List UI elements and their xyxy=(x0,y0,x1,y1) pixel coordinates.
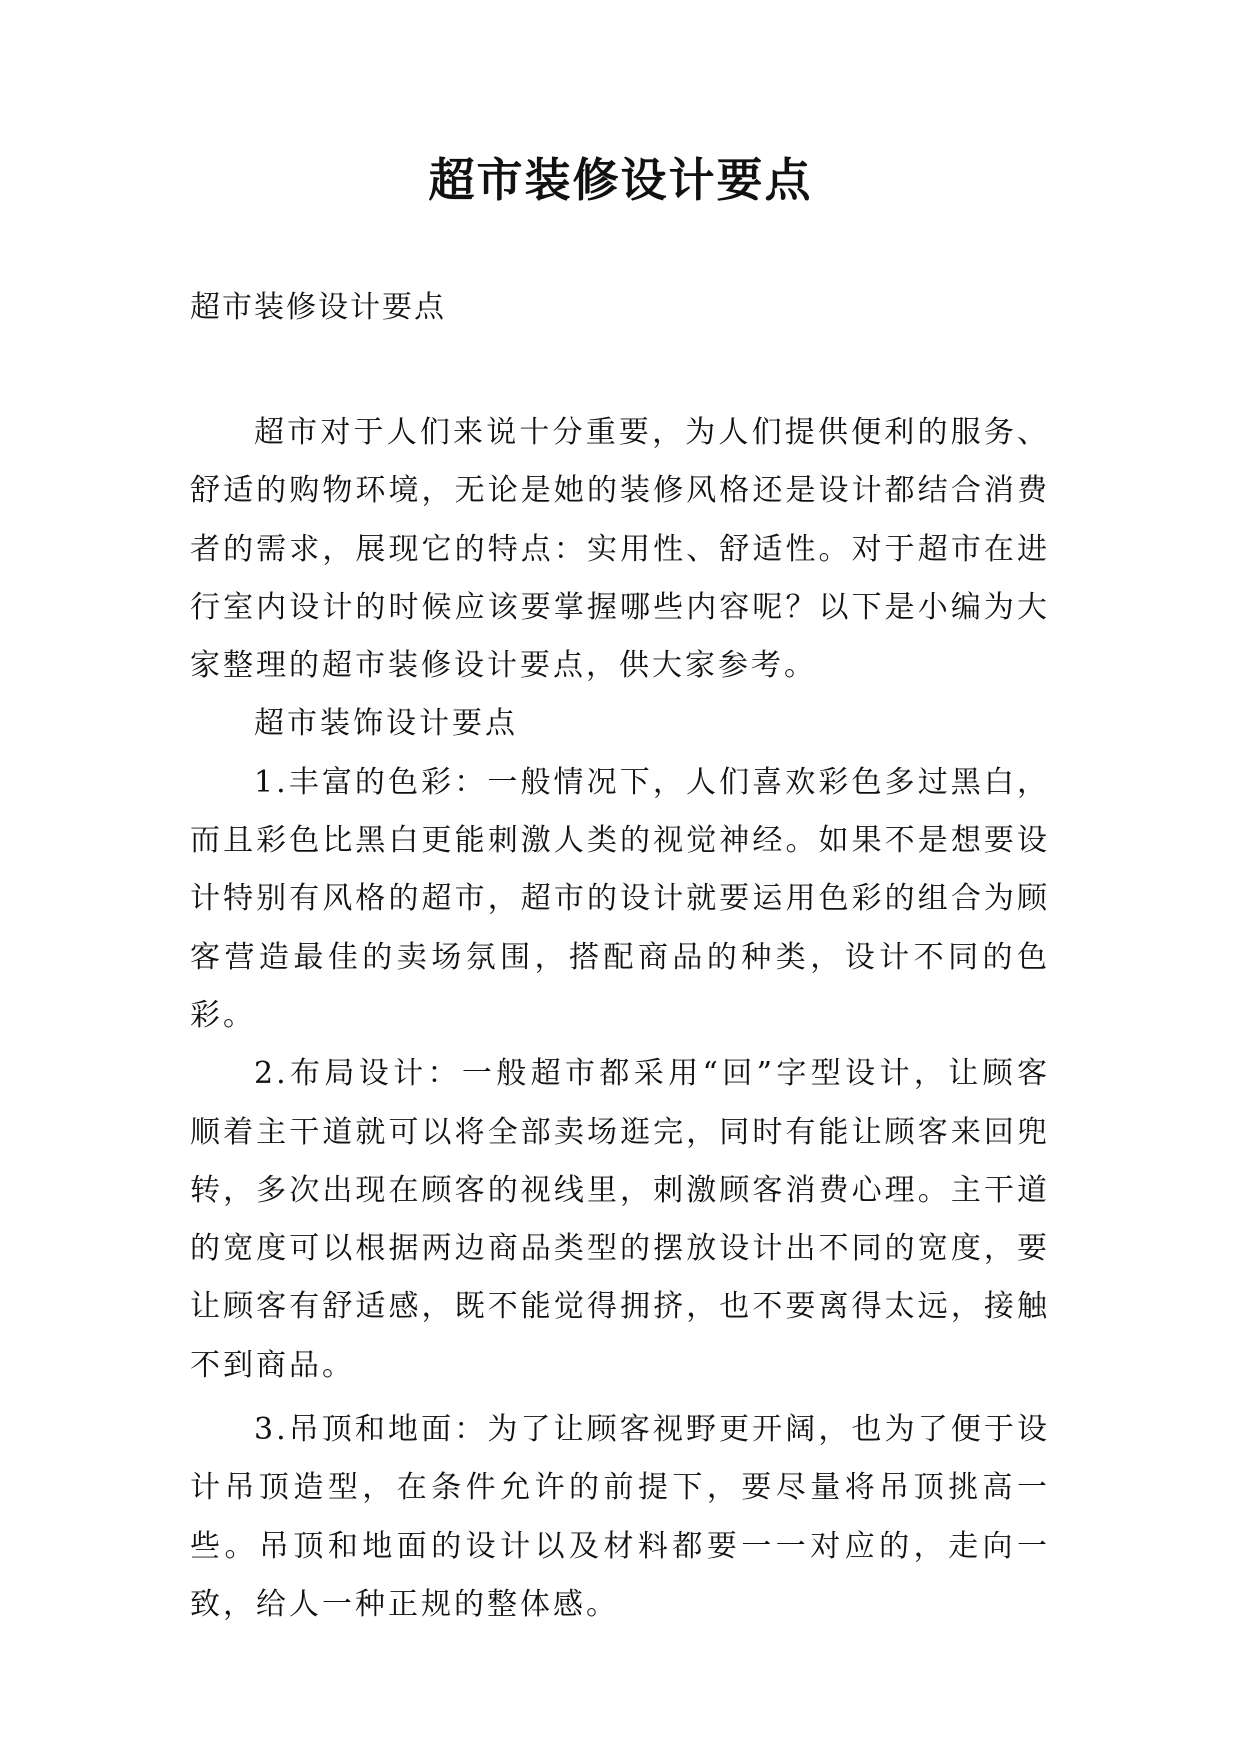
document-body xyxy=(190,404,1050,1634)
document-subtitle: 超市装修设计要点 xyxy=(190,290,446,325)
intro-paragraph: 超市对于人们来说十分重要，为人们提供便利的服务、舒适的购物环境，无论是她的装修风格还是设计都结合消费者的需求，展现它的特点：实用性、舒适性。对于超市在进行室内设计的时候应该要掌握哪些内容呢？以下是小编为大家整理的超市装修设计要点，供大家参考。 xyxy=(190,415,1050,684)
point-color-paragraph: 1.丰富的色彩：一般情况下，人们喜欢彩色多过黑白，而且彩色比黑白更能刺激人类的视觉神经。如果不是想要设计特别有风格的超市，超市的设计就要运用色彩的组合为顾客营造最佳的卖场氛围，搭配商品的种类，设计不同的色彩。 xyxy=(190,764,1050,1033)
document-title: 超市装修设计要点 xyxy=(428,153,813,207)
point-layout-paragraph: 2.布局设计：一般超市都采用“回”字型设计，让顾客顺着主干道就可以将全部卖场逛完，同时有能让顾客来回兜转，多次出现在顾客的视线里，刺激顾客消费心理。主干道的宽度可以根据两边商品类型的摆放设计出不同的宽度，要让顾客有舒适感，既不能觉得拥挤，也不要离得太远，接触不到商品。 xyxy=(190,1056,1050,1383)
section-heading: 超市装饰设计要点 xyxy=(254,706,518,742)
point-ceiling-floor-paragraph: 3.吊顶和地面：为了让顾客视野更开阔，也为了便于设计吊顶造型，在条件允许的前提下，要尽量将吊顶挑高一些。吊顶和地面的设计以及材料都要一一对应的，走向一致，给人一种正规的整体感。 xyxy=(190,1412,1050,1622)
